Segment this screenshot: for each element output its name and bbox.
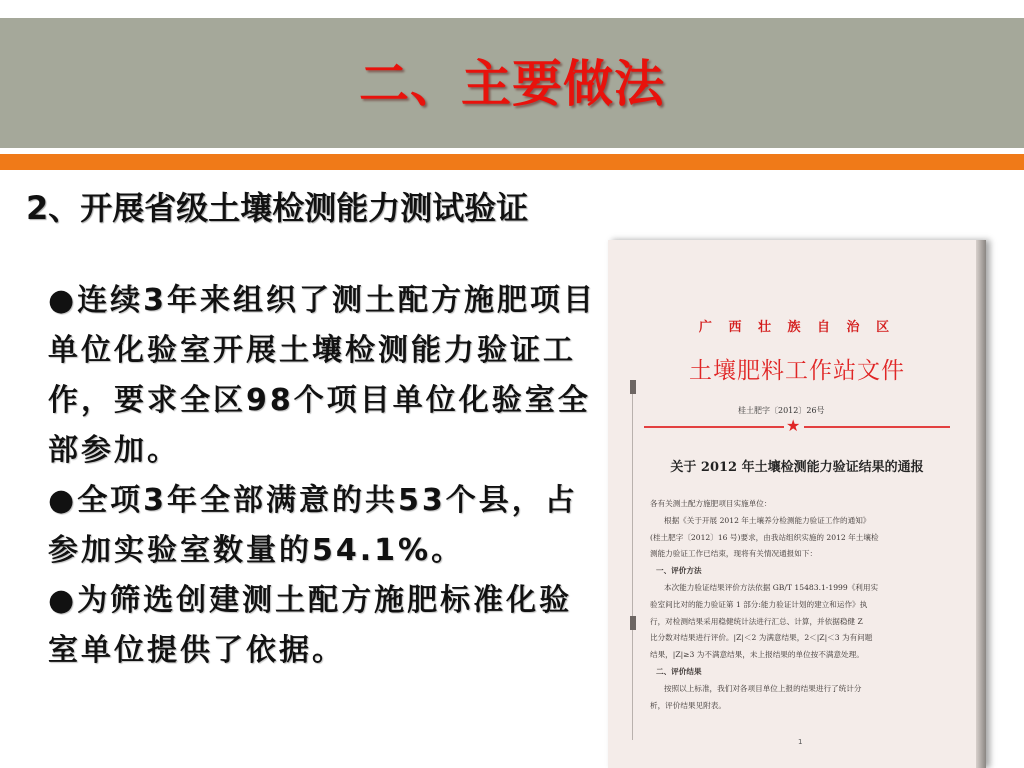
- bullet-text-3: 为筛选创建测土配方施肥标准化验室单位提供了依据。: [48, 583, 573, 668]
- page-mark: 1: [798, 738, 803, 746]
- binding-margin-line: [632, 380, 633, 740]
- document-body-line: 按照以上标准，我们对各项目单位上报的结果进行了统计分: [664, 683, 862, 693]
- bullet-dot-icon: ●: [48, 483, 78, 518]
- star-icon: ★: [786, 416, 801, 435]
- section-subtitle: 2、开展省级土壤检测能力测试验证: [26, 189, 529, 227]
- document-body-line: 比分数对结果进行评价。|Z|＜2 为满意结果，2＜|Z|＜3 为有问题: [650, 633, 873, 643]
- document-heading: 土壤肥料工作站文件: [689, 358, 905, 384]
- slide-title: 二、主要做法: [359, 55, 665, 113]
- orange-divider: [0, 154, 1024, 170]
- document-body-line: 析，评价结果见附表。: [650, 700, 726, 710]
- document-body-text: [650, 496, 950, 714]
- document-body-line: 行，对检测结果采用稳健统计法进行汇总、计算，并依据稳健 Z: [650, 616, 863, 626]
- document-body-line: 一、评价方法: [656, 566, 702, 576]
- document-body-line: 二、评价结果: [656, 666, 702, 676]
- red-divider-left: [644, 426, 784, 428]
- scanned-document-image: [608, 240, 986, 768]
- bullet-dot-icon: ●: [48, 583, 78, 618]
- bullet-item-1: [48, 276, 598, 476]
- document-body-line: 结果，|Z|≥3 为不满意结果，未上报结果的单位按不满意处理。: [650, 650, 864, 660]
- bullet-list: [48, 276, 598, 676]
- bullet-dot-icon: ●: [48, 283, 78, 318]
- bullet-text-2: 全项3年全部满意的共53个县，占参加实验室数量的54.1%。: [48, 483, 578, 568]
- document-number: 桂土肥字〔2012〕26号: [738, 406, 825, 415]
- notice-title: 关于 2012 年土壤检测能力验证结果的通报: [670, 460, 924, 475]
- document-body-line: 验室间比对的能力验证第 1 部分:能力验证计划的建立和运作》执: [650, 599, 868, 609]
- bullet-text-1: 连续3年来组织了测土配方施肥项目单位化验室开展土壤检测能力验证工作，要求全区98个项目单位化验室全部参加。: [48, 283, 597, 468]
- binding-mark: [630, 616, 636, 630]
- document-body-line: 本次能力验证结果评价方法依据 GB/T 15483.1-1999《利用实: [664, 582, 879, 592]
- red-divider-right: [804, 426, 950, 428]
- bullet-item-3: [48, 576, 598, 676]
- document-body-line: 测能力验证工作已结束，现将有关情况通报如下：: [650, 549, 818, 559]
- document-org-name: 广 西 壮 族 自 治 区: [698, 320, 896, 335]
- document-body-line: (桂土肥字〔2012〕16 号)要求，由我站组织实施的 2012 年土壤检: [650, 532, 879, 542]
- document-body-line: 各有关测土配方施肥项目实施单位：: [650, 499, 772, 508]
- document-body-line: 根据《关于开展 2012 年土壤养分检测能力验证工作的通知》: [664, 515, 871, 525]
- bullet-item-2: [48, 476, 598, 576]
